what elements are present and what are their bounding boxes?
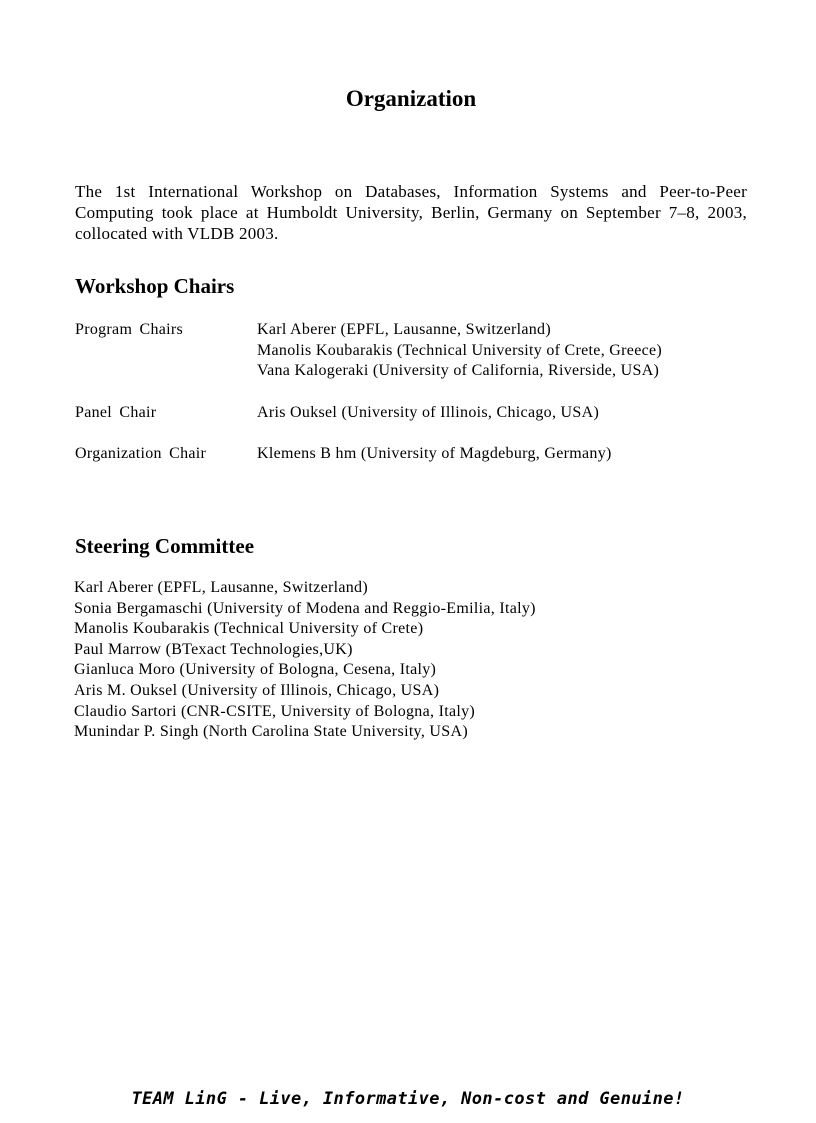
chair-name: Klemens B hm (University of Magdeburg, Germany) bbox=[257, 445, 612, 462]
chair-names bbox=[257, 320, 755, 382]
chair-name: Aris Ouksel (University of Illinois, Chicago, USA) bbox=[257, 403, 600, 421]
committee-member: Claudio Sartori (CNR-CSITE, University of Bologna, Italy) bbox=[74, 702, 476, 720]
committee-member: Munindar P. Singh (North Carolina State University, USA) bbox=[74, 723, 468, 741]
workshop-chairs-table bbox=[75, 320, 755, 486]
intro-paragraph: The 1st International Workshop on Databases, Information Systems and Peer-to-Peer Computing took place at Humboldt University, Berlin, Germany on September 7–8, 2003, collocated with VLDB 2003. bbox=[75, 182, 747, 243]
chair-row-organization bbox=[75, 444, 755, 465]
committee-member: Sonia Bergamaschi (University of Modena and Reggio-Emilia, Italy) bbox=[74, 599, 536, 617]
chair-role: Organization Chair bbox=[75, 445, 207, 462]
chair-name: Karl Aberer (EPFL, Lausanne, Switzerland) bbox=[257, 321, 551, 338]
workshop-chairs-heading: Workshop Chairs bbox=[75, 274, 235, 298]
chair-role: Panel Chair bbox=[75, 403, 157, 421]
chair-row-program bbox=[75, 320, 755, 382]
chair-names bbox=[257, 444, 755, 465]
steering-committee-list bbox=[74, 578, 536, 743]
committee-member: Paul Marrow (BTexact Technologies,UK) bbox=[74, 640, 353, 658]
footer-tagline: TEAM LinG - Live, Informative, Non-cost and Genuine! bbox=[131, 1089, 685, 1109]
chair-row-panel bbox=[75, 403, 755, 424]
chair-role: Program Chairs bbox=[75, 321, 184, 338]
committee-member: Manolis Koubarakis (Technical University of Crete) bbox=[74, 620, 424, 638]
chair-names bbox=[257, 403, 755, 424]
chair-name: Manolis Koubarakis (Technical University of Crete, Greece) bbox=[257, 341, 663, 359]
page-title: Organization bbox=[345, 86, 477, 111]
committee-member: Aris M. Ouksel (University of Illinois, Chicago, USA) bbox=[74, 681, 440, 699]
committee-member: Gianluca Moro (University of Bologna, Cesena, Italy) bbox=[74, 661, 437, 679]
committee-member: Karl Aberer (EPFL, Lausanne, Switzerland) bbox=[74, 579, 368, 596]
steering-committee-heading: Steering Committee bbox=[75, 534, 255, 558]
chair-name: Vana Kalogeraki (University of California, Riverside, USA) bbox=[257, 362, 660, 379]
